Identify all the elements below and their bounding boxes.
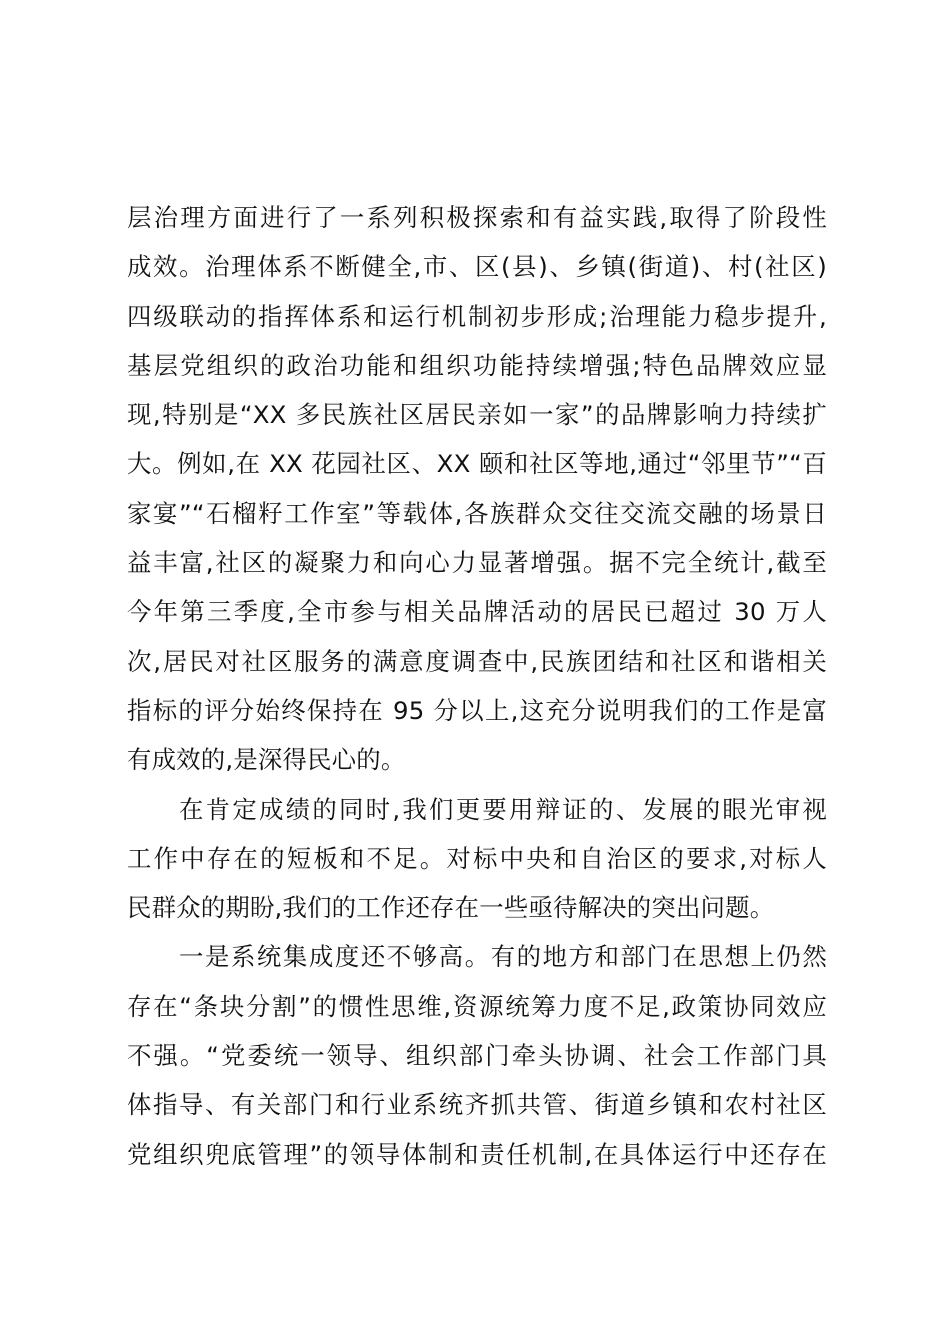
text-line: 家宴”“石榴籽工作室”等载体,各族群众交往交流交融的场景日 [127,498,827,528]
text-line: 大。例如,在 XX 花园社区、XX 颐和社区等地,通过“邻里节”“百 [127,449,827,479]
text-line-paragraph-start: 在肯定成绩的同时,我们更要用辩证的、发展的眼光审视 [179,794,827,824]
text-line: 不强。“党委统一领导、组织部门牵头协调、社会工作部门具 [127,1041,827,1071]
body-text [127,193,827,1179]
text-line: 党组织兜底管理”的领导体制和责任机制,在具体运行中还存在 [127,1139,827,1169]
text-line-paragraph-start: 一是系统集成度还不够高。有的地方和部门在思想上仍然 [179,942,827,972]
text-line: 基层党组织的政治功能和组织功能持续增强;特色品牌效应显 [127,350,827,380]
text-line: 指标的评分始终保持在 95 分以上,这充分说明我们的工作是富 [127,695,827,725]
text-line: 次,居民对社区服务的满意度调查中,民族团结和社区和谐相关 [127,646,827,676]
text-line: 体指导、有关部门和行业系统齐抓共管、街道乡镇和农村社区 [127,1090,827,1120]
text-line: 益丰富,社区的凝聚力和向心力显著增强。据不完全统计,截至 [127,548,827,578]
text-line: 存在“条块分割”的惯性思维,资源统筹力度不足,政策协同效应 [127,991,827,1021]
text-line: 四级联动的指挥体系和运行机制初步形成;治理能力稳步提升, [127,301,827,331]
text-line: 今年第三季度,全市参与相关品牌活动的居民已超过 30 万人 [127,597,827,627]
text-line: 层治理方面进行了一系列积极探索和有益实践,取得了阶段性 [127,203,827,232]
text-line: 有成效的,是深得民心的。 [127,745,406,775]
text-line: 工作中存在的短板和不足。对标中央和自治区的要求,对标人 [127,843,827,873]
text-line: 民群众的期盼,我们的工作还存在一些亟待解决的突出问题。 [127,893,775,923]
text-line: 成效。治理体系不断健全,市、区(县)、乡镇(街道)、村(社区) [127,252,827,282]
text-line: 现,特别是“XX 多民族社区居民亲如一家”的品牌影响力持续扩 [127,400,827,430]
